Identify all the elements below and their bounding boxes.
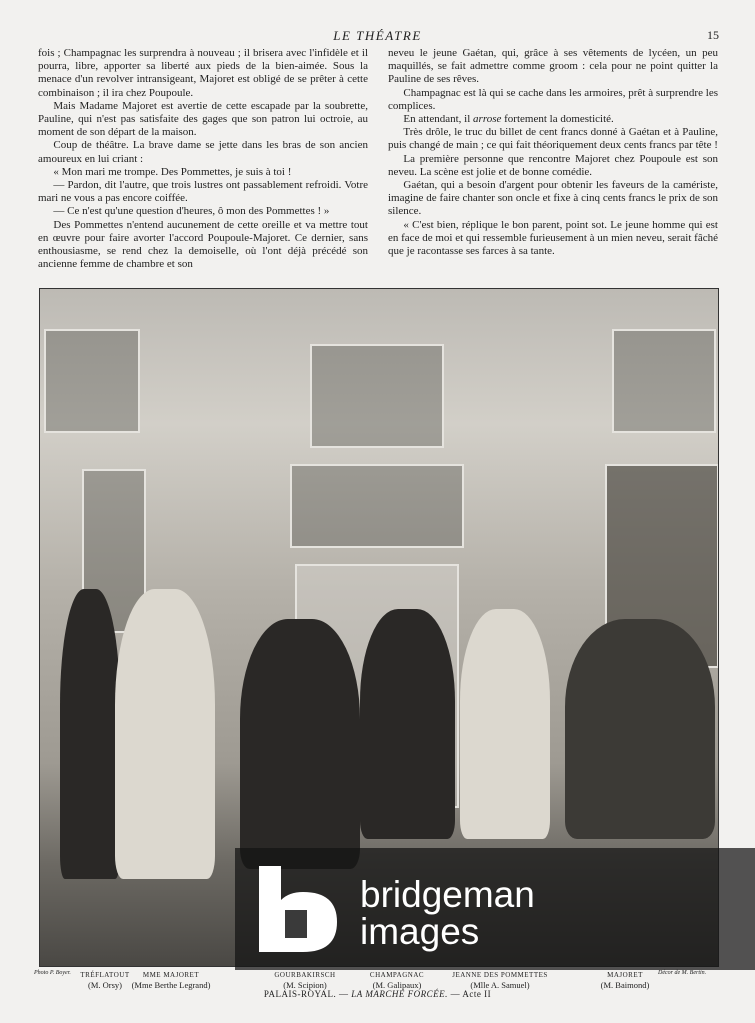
cast-caption [362,970,432,990]
watermark-banner [235,848,755,970]
photo-credit: Photo P. Boyer. [34,970,71,976]
decor-panel [612,329,716,433]
actor: (M. Baimond) [600,980,650,990]
play-title: LA MARCHE FORCÉE. [351,989,448,999]
paragraph: — Pardon, dit l'autre, que trois lustres ont passablement refroidi. Votre mari ne vous a pas encore coiffée. [38,179,368,205]
magazine-title: LE THÉATRE [333,28,422,43]
play-title-caption [0,989,755,999]
watermark-text: images [360,911,480,952]
actor-figure [240,619,360,869]
text-column-left [38,47,368,271]
actor-figure [565,619,715,839]
actor: (M. Scipion) [283,980,327,990]
watermark-text: bridgeman [360,874,535,915]
actor: (M. Galipaux) [372,980,422,990]
text: En attendant, il [403,113,474,126]
bridgeman-logo-icon [259,866,339,952]
theatre-name: PALAIS-ROYAL. — [263,989,352,999]
cast-caption [450,970,550,990]
text-column-right [388,47,718,258]
role: JEANNE DES POMMETTES [452,971,548,979]
role: CHAMPAGNAC [369,971,425,979]
actor-figure [360,609,455,839]
paragraph: Coup de théâtre. La brave dame se jette dans les bras de son ancien amoureux en lui criant : [38,139,368,165]
actor-figure [460,609,550,839]
act-label: — Acte II [447,989,492,999]
actor: (Mme Berthe Legrand) [131,980,211,990]
role: TRÉFLATOUT [80,971,130,979]
paragraph: Mais Madame Majoret est avertie de cette escapade par la soubrette, Pauline, qui n'est pas satisfaite des gages que son patron lui octroie, au moment de son départ de la maison. [38,99,368,139]
actor: (M. Orsy) [88,980,122,990]
role: GOURBAKIRSCH [274,971,336,979]
italic-word: arrose [473,113,502,126]
actor-figure [60,589,120,879]
paragraph: neveu le jeune Gaétan, qui, grâce à ses vêtements de lycéen, un peu maquillés, se fait admettre comme groom : cela pour ne point quitter la Pauline de ses rêves. [388,47,718,86]
decor-panel [290,464,464,548]
paragraph: « C'est bien, réplique le bon parent, point sot. Le jeune homme qui est en face de moi et qui ressemble furieusement à un mien neveu, serait fâché que je racontasse ses farces à sa tante. [388,218,718,258]
decor-panel [310,344,444,448]
paragraph: « Mon mari me trompe. Des Pommettes, je suis à toi ! [53,165,292,178]
decor-credit: Décor de M. Bertin. [658,970,707,976]
decor-panel [44,329,140,433]
cast-caption [592,970,658,990]
text: fortement la domesticité. [501,113,614,126]
actor: (Mlle A. Samuel) [470,980,530,990]
cast-caption [270,970,340,990]
running-header [0,28,755,46]
paragraph: — Ce n'est qu'une question d'heures, ô mon des Pommettes ! » [53,205,330,218]
cast-caption [80,970,130,990]
paragraph: Champagnac est là qui se cache dans les armoires, prêt à surprendre les complices. [388,86,718,112]
actor-figure [115,589,215,879]
paragraph: Gaétan, qui a besoin d'argent pour obtenir les faveurs de la caméristе, imagine de faire chanter son oncle et fixe à cinq cents francs le prix de son silence. [388,179,718,218]
page-number: 15 [707,28,719,42]
role: MME MAJORET [142,971,200,979]
role: MAJORET [607,971,643,979]
paragraph [388,113,718,126]
paragraph: Des Pommettes n'entend aucunement de cette oreille et va mettre tout en œuvre pour faire avorter l'accord Poupoule-Majoret. Ce dernier, sans enthousiasme, se rend chez la demoiselle, où l'ont déjà précédé son ancienne femme de chambre et son [38,218,368,271]
paragraph: La première personne que rencontre Majoret chez Poupoule est son neveu. La scène est jolie et de bonne comédie. [388,152,718,178]
paragraph: fois ; Champagnac les surprendra à nouveau ; il brisera avec l'infidèle et il pourra, libre, apporter sa liberté aux pieds de la bien-aimée. Sous la menace d'un revolver intransigeant, Majoret est obligé de se prêter à cette combinaison ; il ira chez Poupoule. [38,47,368,99]
paragraph: Très drôle, le truc du billet de cent francs donné à Gaétan et à Pauline, puis changé de main ; ce qui fait théoriquement deux cents francs par tête ! [388,126,718,152]
cast-caption [128,970,214,990]
